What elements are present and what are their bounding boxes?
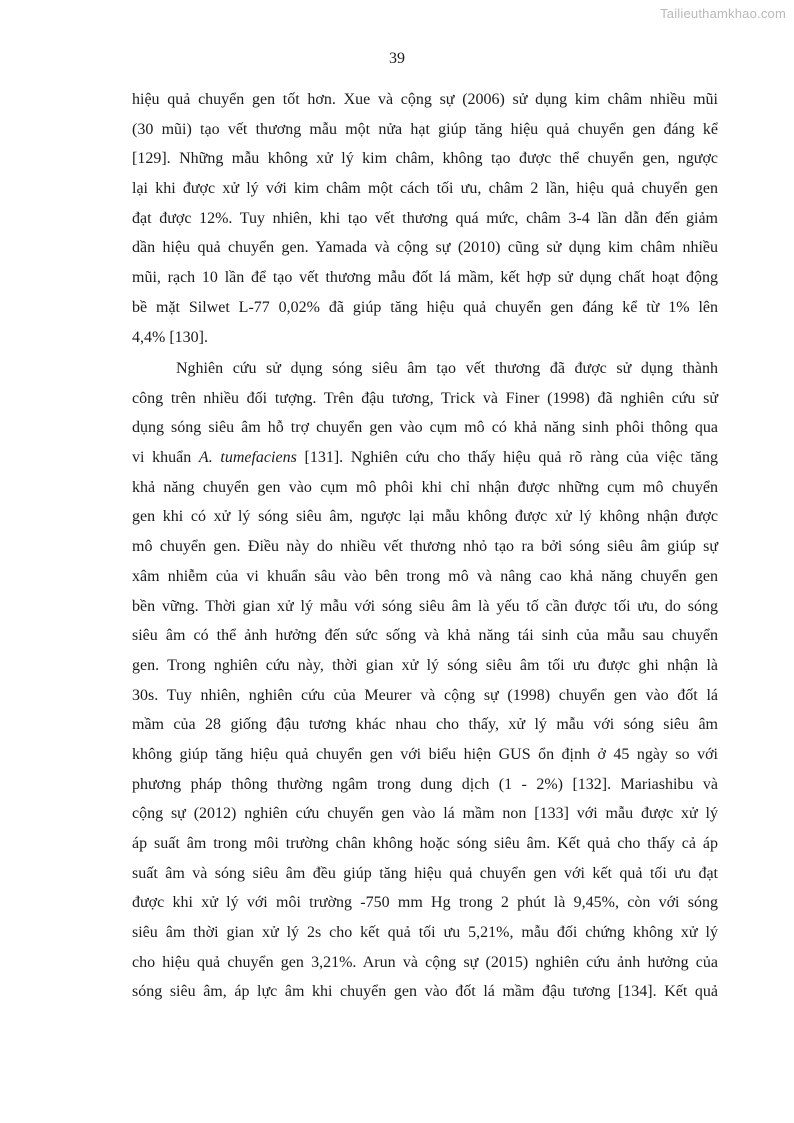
paragraph-2 (132, 354, 718, 1007)
text-line: gen khi có xử lý sóng siêu âm, ngược lại mẫu không được xử lý không nhận được (132, 508, 718, 526)
watermark: Tailieuthamkhao.com (660, 6, 786, 21)
text-line: khả năng chuyển gen vào cụm mô phôi khi chỉ nhận được những cụm mô chuyển (132, 478, 718, 496)
species-name: A. tumefaciens (198, 449, 297, 467)
text-line: Nghiên cứu sử dụng sóng siêu âm tạo vết thương đã được sử dụng thành (176, 360, 718, 377)
page-number: 39 (389, 50, 405, 67)
text-line: suất âm và sóng siêu âm đều giúp tăng hiệu quả chuyển gen với kết quả tối ưu đạt (132, 864, 718, 882)
text-line: được khi xử lý với môi trường -750 mm Hg trong 2 phút là 9,45%, còn với sóng (132, 894, 718, 912)
text-line: 30s. Tuy nhiên, nghiên cứu của Meurer và cộng sự (1998) chuyển gen vào đốt lá (132, 686, 718, 704)
text-line: dần hiệu quả chuyển gen. Yamada và cộng sự (2010) cũng sử dụng kim châm nhiều (132, 239, 718, 257)
text-line: mô chuyển gen. Điều này do nhiều vết thương nhỏ tạo ra bởi sóng siêu âm giúp sự (132, 538, 718, 556)
text-line: bền vững. Thời gian xử lý mẫu với sóng siêu âm là yếu tố cần được tối ưu, do sóng (132, 597, 718, 615)
text-line: bề mặt Silwet L-77 0,02% đã giúp tăng hiệu quả chuyển gen đáng kể từ 1% lên (132, 298, 718, 316)
paragraph-1 (132, 85, 718, 352)
text-segment: [131]. Nghiên cứu cho thấy hiệu quả rõ ràng của việc tăng (296, 449, 719, 467)
text-line: (30 mũi) tạo vết thương mẫu một nửa hạt giúp tăng hiệu quả chuyển gen đáng kể (132, 120, 718, 138)
text-line: mũi, rạch 10 lần để tạo vết thương mẫu đốt lá mầm, kết hợp sử dụng chất hoạt động (132, 269, 718, 287)
text-line: siêu âm thời gian xử lý 2s cho kết quả tối ưu 5,21%, mẫu đối chứng không xử lý (132, 924, 718, 942)
text-segment: vi khuẩn (132, 449, 199, 467)
text-line: xâm nhiễm của vi khuẩn sâu vào bên trong mô và nâng cao khả năng chuyển gen (132, 567, 718, 585)
text-line: mầm của 28 giống đậu tương khác nhau cho thấy, xử lý mẫu với sóng siêu âm (132, 716, 718, 734)
text-line: gen. Trong nghiên cứu này, thời gian xử lý sóng siêu âm tối ưu được ghi nhận là (132, 656, 718, 674)
text-line: hiệu quả chuyển gen tốt hơn. Xue và cộng sự (2006) sử dụng kim châm nhiều mũi (132, 91, 718, 108)
text-line: công trên nhiều đối tượng. Trên đậu tương, Trick và Finer (1998) đã nghiên cứu sử (132, 389, 718, 407)
text-line: siêu âm có thể ảnh hưởng đến sức sống và khả năng tái sinh của mẫu sau chuyển (132, 627, 718, 645)
text-line: [129]. Những mẫu không xử lý kim châm, không tạo được thể chuyển gen, ngược (132, 150, 718, 168)
text-line: lại khi được xử lý với kim châm một cách tối ưu, châm 2 lần, hiệu quả chuyển gen (132, 180, 718, 198)
text-line: đạt được 12%. Tuy nhiên, khi tạo vết thương quá mức, châm 3-4 lần dẫn đến giảm (132, 209, 718, 227)
text-line-with-italic (132, 443, 718, 473)
text-line: sóng siêu âm, áp lực âm khi chuyển gen vào đốt lá mầm đậu tương [134]. Kết quả (132, 983, 718, 1001)
text-line: áp suất âm trong môi trường chân không hoặc sóng siêu âm. Kết quả cho thấy cả áp (132, 835, 718, 852)
text-line: phương pháp thông thường ngâm trong dung dịch (1 - 2%) [132]. Mariashibu và (132, 775, 718, 793)
text-line: cộng sự (2012) nghiên cứu chuyển gen vào lá mầm non [133] với mẫu được xử lý (132, 805, 718, 823)
text-line: không giúp tăng hiệu quả chuyển gen với biểu hiện GUS ổn định ở 45 ngày so với (132, 745, 718, 763)
text-line: dụng sóng siêu âm hỗ trợ chuyển gen vào cụm mô có khả năng sinh phôi thông qua (132, 419, 718, 437)
text-line: 4,4% [130]. (132, 328, 208, 346)
text-line: cho hiệu quả chuyển gen 3,21%. Arun và cộng sự (2015) nghiên cứu ảnh hưởng của (132, 953, 718, 971)
